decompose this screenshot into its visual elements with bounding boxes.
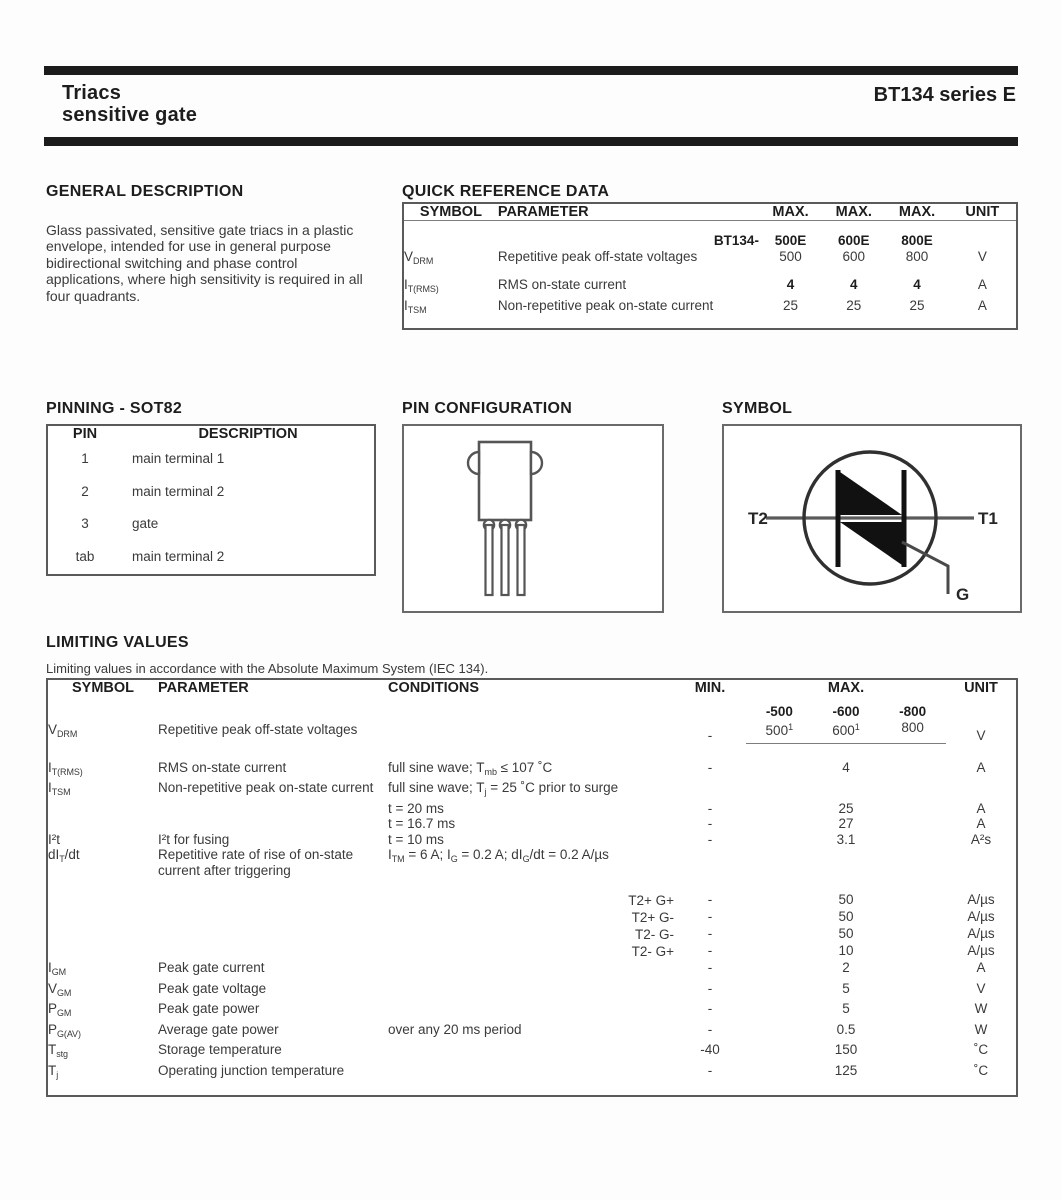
lv-parameter-q1 [158, 878, 388, 909]
triac-symbol-icon [724, 426, 1016, 607]
table-row [47, 943, 1017, 960]
lv-symbol-q2 [47, 909, 158, 926]
lv-parameter-pgm: Peak gate power [158, 1001, 260, 1016]
lv-parameter-itsm: Non-repetitive peak on-state current [158, 780, 374, 795]
general-description-body [46, 222, 379, 304]
table-row [47, 475, 375, 508]
table-row [47, 1042, 1017, 1063]
qr-col-parameter: PARAMETER [498, 203, 759, 221]
lv-symbol-vdrm-sub: DRM [57, 729, 78, 739]
lv-max-600-value: $600^1$ [832, 721, 860, 738]
table-row [47, 878, 1017, 909]
qr-max3-itsm: 25 [909, 297, 925, 313]
lv-parameter-i2t: I²t for fusing [158, 831, 230, 847]
lv-min-i2t: - [707, 831, 713, 847]
lv-min-didt [674, 847, 746, 878]
limiting-values-table [46, 678, 1018, 1097]
page-title [62, 82, 197, 126]
lv-unit-q3: A/µs [967, 926, 995, 941]
table-header-row [47, 679, 1017, 696]
lv-quadrant-3: T2- G- [635, 927, 674, 942]
lv-parameter-didt: Repetitive rate of rise of on-state current after triggering [158, 847, 354, 878]
lv-max-t20: 25 [838, 800, 854, 816]
lv-col-max: MAX. [827, 680, 865, 696]
lv-symbol-q4 [47, 943, 158, 960]
qr-unit-itsm: A [977, 297, 987, 313]
lv-quadrant-1: T2+ G+ [628, 893, 674, 908]
lv-parameter-vgm: Peak gate voltage [158, 980, 267, 996]
qr-parameter-vdrm: Repetitive peak off-state voltages [497, 248, 698, 264]
lv-conditions-itsm: full sine wave; $T_j = 25$ ˚C prior to surge [388, 780, 619, 797]
lv-symbol-i2t: I²t [48, 831, 60, 847]
lv-conditions-t167: t = 16.7 ms [388, 816, 456, 831]
lv-min-igm: - [707, 960, 713, 975]
lv-conditions-pgav: over any 20 ms period [388, 1021, 522, 1037]
lv-unit-t20: A [976, 800, 986, 816]
lv-unit-t167: A [976, 816, 986, 831]
lv-unit-tstg: ˚C [973, 1042, 989, 1057]
lv-max-q1: 50 [838, 892, 854, 907]
qr-symbol-itsm-main: I [404, 297, 408, 313]
lv-unit-i2t: A²s [970, 831, 992, 847]
lv-max-800-header: -800 [899, 704, 927, 719]
qr-parameter-itsm: Non-repetitive peak on-state current [497, 297, 714, 313]
pinning-description-1: main terminal 1 [132, 451, 225, 466]
lv-max-500-value: $500^1$ [765, 721, 794, 738]
lv-symbol-vdrm [47, 696, 158, 744]
lv-conditions-igm [388, 960, 674, 981]
lv-conditions-tj [388, 1063, 674, 1097]
pinning-col-description: DESCRIPTION [198, 426, 298, 442]
lv-conditions-i2t: t = 10 ms [388, 831, 444, 847]
lv-symbol-vdrm-main: V [48, 722, 58, 737]
lv-max-600-footnote: 1 [854, 721, 860, 732]
lv-parameter-tj: Operating junction temperature [158, 1062, 345, 1078]
qr-max3-itrms: 4 [913, 277, 921, 292]
lv-max-600-header: -600 [832, 704, 860, 719]
lv-col-unit: UNIT [964, 680, 998, 696]
lv-unit-vgm: V [976, 980, 986, 996]
qr-symbol-itsm [403, 298, 498, 330]
table-header-row [47, 425, 375, 442]
table-row [47, 1001, 1017, 1022]
lv-unit-vdrm: V [976, 728, 986, 743]
qr-max2-itsm: 25 [846, 297, 862, 313]
lv-parameter-tstg: Storage temperature [158, 1042, 282, 1057]
qr-variant-600e: 600E [838, 233, 870, 248]
lv-min-q2: - [707, 909, 713, 924]
pin-configuration-diagram [402, 424, 664, 613]
lv-min-vgm: - [707, 980, 713, 996]
qr-variant-500e: 500E [774, 233, 807, 248]
qr-symbol-itrms-main: I [404, 277, 408, 292]
lv-max-q2: 50 [838, 909, 854, 924]
limiting-values-heading: LIMITING VALUES [46, 634, 189, 651]
lv-unit-igm: A [976, 960, 986, 975]
table-row [47, 926, 1017, 943]
lv-col-conditions: CONDITIONS [388, 680, 480, 696]
table-row [47, 1063, 1017, 1097]
qr-col-max-3: MAX. [885, 203, 948, 221]
table-row [47, 1022, 1017, 1043]
lv-unit-q1: A/µs [967, 892, 995, 907]
lv-max-itsm [746, 780, 946, 801]
page-title-line2: sensitive gate [62, 104, 198, 126]
lv-conditions-itrms: full sine wave; $T_{mb} \le 107$ ˚C [388, 759, 553, 777]
pinning-pin-1: 1 [81, 451, 89, 466]
symbol-heading: SYMBOL [722, 400, 793, 417]
lv-min-q3: - [707, 926, 713, 941]
lv-conditions-pgm [388, 1001, 674, 1022]
qr-col-unit: UNIT [949, 203, 1017, 221]
lv-max-tj: 125 [834, 1062, 858, 1078]
qr-symbol-itsm-sub: TSM [407, 304, 427, 315]
lv-min-vdrm: - [707, 728, 713, 743]
lv-min-t20: - [707, 800, 713, 816]
table-row [47, 780, 1017, 801]
general-description-heading: GENERAL DESCRIPTION [46, 183, 244, 200]
table-row [47, 847, 1017, 878]
lv-min-tstg: -40 [700, 1042, 720, 1057]
lv-parameter-t20 [158, 801, 388, 817]
qr-unit-vdrm: V [977, 248, 987, 264]
symbol-label-g: G [956, 585, 970, 604]
qr-max1-vdrm: 500 [779, 248, 802, 264]
symbol-label-t1: T1 [978, 509, 998, 528]
qr-max2-itrms: 4 [850, 277, 858, 292]
qr-col-symbol: SYMBOL [403, 203, 498, 221]
qr-col-max-2: MAX. [822, 203, 885, 221]
table-row [403, 249, 1017, 270]
table-row [47, 960, 1017, 981]
lv-conditions-vdrm [388, 696, 674, 744]
lv-unit-pgav: W [974, 1021, 988, 1037]
pinning-heading: PINNING - SOT82 [46, 400, 183, 417]
qr-symbol-itrms-sub: T(RMS) [407, 284, 439, 294]
lv-max-didt [746, 847, 946, 878]
lv-unit-q2: A/µs [967, 909, 995, 924]
quick-reference-table [402, 202, 1018, 330]
qr-max3-vdrm: 800 [905, 248, 929, 264]
qr-spacer-unit [949, 221, 1017, 249]
lv-min-itrms: - [707, 759, 713, 775]
table-row [47, 744, 1017, 781]
lv-min-q4: - [707, 943, 713, 958]
lv-max-800-cell [879, 696, 946, 744]
table-row [47, 981, 1017, 1002]
lv-min-itsm [674, 780, 746, 801]
lv-conditions-t20: t = 20 ms [388, 800, 444, 816]
qr-spacer-symbol [403, 221, 498, 249]
lv-symbol-q3 [47, 926, 158, 943]
lv-max-t167: 27 [838, 816, 854, 831]
lv-max-pgav: 0.5 [836, 1021, 856, 1037]
lv-max-q4: 10 [838, 943, 854, 958]
page-title-line1: Triacs [62, 82, 122, 104]
lv-symbol-pgav: $P_{G(AV)}$ [48, 1021, 81, 1039]
pinning-description-tab: main terminal 2 [132, 548, 225, 564]
header-rule-top [44, 66, 1018, 75]
lv-max-500-header: -500 [765, 704, 793, 719]
lv-min-pgav: - [707, 1021, 713, 1037]
table-row [47, 507, 375, 540]
lv-max-800-value: 800 [901, 719, 924, 735]
lv-conditions-vgm [388, 981, 674, 1002]
lv-quadrant-4: T2- G+ [631, 944, 674, 959]
lv-parameter-q2 [158, 909, 388, 926]
lv-conditions-tstg [388, 1042, 674, 1063]
lv-conditions-didt: $I_{TM} = 6$ A; $I_G = 0.2$ A; $dI_G/dt = 0.2$ A/µs [388, 847, 609, 864]
quick-reference-heading: QUICK REFERENCE DATA [402, 183, 610, 200]
qr-unit-itrms: A [977, 277, 987, 292]
lv-max-tstg: 150 [834, 1042, 858, 1057]
qr-col-max-1: MAX. [759, 203, 822, 221]
lv-parameter-t167 [158, 816, 388, 832]
lv-symbol-vgm: $V_{GM}$ [48, 980, 72, 998]
lv-max-i2t: 3.1 [836, 831, 856, 847]
lv-max-500-footnote: 1 [788, 721, 794, 732]
table-header-row [403, 203, 1017, 221]
lv-unit-q4: A/µs [967, 943, 995, 958]
lv-symbol-igm: $I_{GM}$ [48, 960, 67, 977]
qr-variant-800e: 800E [901, 233, 933, 248]
lv-parameter-pgav: Average gate power [158, 1021, 279, 1037]
lv-symbol-tstg: $T_{stg}$ [48, 1042, 68, 1059]
lv-parameter-q4 [158, 943, 388, 960]
qr-symbol-vdrm-main: V [404, 248, 414, 264]
lv-max-igm: 2 [842, 960, 850, 975]
lv-col-symbol: SYMBOL [71, 680, 135, 696]
lv-quadrant-2: T2+ G- [631, 910, 674, 925]
lv-parameter-igm: Peak gate current [158, 960, 265, 975]
lv-unit-tj: ˚C [973, 1062, 989, 1078]
table-row [47, 696, 1017, 744]
qr-symbol-vdrm-sub: DRM [413, 255, 434, 266]
pinning-pin-tab: tab [75, 548, 95, 564]
table-row [47, 540, 375, 576]
symbol-diagram [722, 424, 1022, 613]
lv-parameter-vdrm: Repetitive peak off-state voltages [158, 722, 358, 737]
lv-symbol-t167 [47, 816, 158, 832]
sot82-package-icon [404, 426, 658, 607]
lv-max-pgm: 5 [842, 1001, 850, 1016]
lv-unit-itrms: A [976, 759, 986, 775]
qr-symbol-vdrm [403, 249, 498, 270]
product-name: BT134 series E [873, 84, 1016, 106]
table-row [403, 298, 1017, 330]
table-row [47, 801, 1017, 817]
table-row [47, 832, 1017, 848]
qr-max1-itrms: 4 [786, 277, 795, 292]
table-row [403, 269, 1017, 298]
qr-symbol-itrms [403, 269, 498, 298]
pinning-col-pin: PIN [72, 426, 98, 442]
header-rule-bottom [44, 137, 1018, 146]
table-row [403, 221, 1017, 249]
lv-symbol-itrms: $I_{T(RMS)}$ [48, 759, 83, 777]
table-row [47, 442, 375, 475]
general-description-text: Glass passivated, sensitive gate triacs in a plastic envelope, intended for use in general purpose bidirectional switching and phase control applications, where high sensitivity is required in all four quadrants. [46, 222, 363, 304]
lv-min-pgm: - [707, 1001, 713, 1016]
limiting-values-note: Limiting values in accordance with the Absolute Maximum System (IEC 134). [46, 661, 489, 676]
lv-symbol-pgm: $P_{GM}$ [48, 1001, 72, 1018]
lv-parameter-itrms: RMS on-state current [158, 759, 287, 775]
lv-min-q1: - [707, 892, 713, 907]
lv-max-600-cell [813, 696, 880, 744]
symbol-label-t2: T2 [748, 509, 768, 528]
pinning-pin-2: 2 [81, 483, 89, 499]
pinning-description-2: main terminal 2 [132, 483, 225, 499]
lv-min-tj: - [707, 1062, 713, 1078]
lv-symbol-t20 [47, 801, 158, 817]
lv-symbol-didt: $dI_T/dt$ [48, 847, 80, 864]
pinning-description-3: gate [132, 516, 159, 531]
lv-symbol-q1 [47, 878, 158, 909]
lv-symbol-itsm: $I_{TSM}$ [48, 780, 71, 797]
lv-unit-itsm [946, 780, 1017, 801]
lv-parameter-q3 [158, 926, 388, 943]
lv-col-parameter: PARAMETER [158, 680, 249, 696]
lv-max-q3: 50 [838, 926, 854, 941]
pin-configuration-heading: PIN CONFIGURATION [402, 400, 573, 417]
pinning-table [46, 424, 376, 576]
table-row [47, 909, 1017, 926]
lv-symbol-tj: $T_j$ [48, 1062, 59, 1080]
table-row [47, 816, 1017, 832]
lv-unit-pgm: W [974, 1001, 988, 1016]
pinning-pin-3: 3 [81, 516, 89, 531]
lv-max-vgm: 5 [842, 980, 850, 996]
lv-max-itrms: 4 [746, 744, 946, 781]
lv-min-t167: - [707, 816, 713, 831]
qr-max2-vdrm: 600 [842, 248, 866, 264]
lv-max-500-cell [746, 696, 813, 744]
lv-col-min: MIN. [694, 680, 726, 696]
qr-type-prefix: BT134- [713, 233, 759, 248]
qr-parameter-itrms: RMS on-state current [497, 277, 627, 292]
qr-max1-itsm: 25 [783, 297, 799, 313]
lv-unit-didt [946, 847, 1017, 878]
